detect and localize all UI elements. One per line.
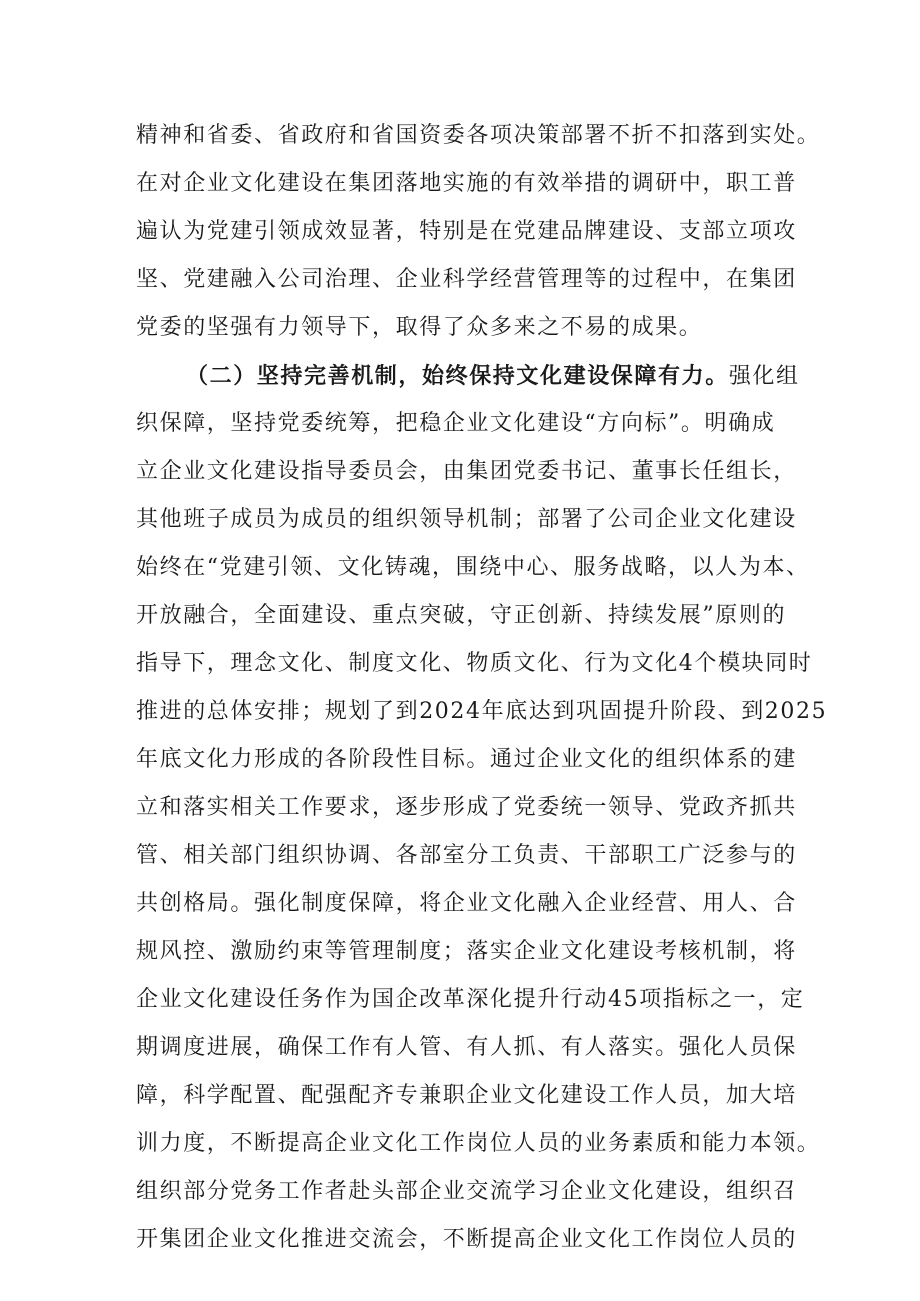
text-line: 开放融合，全面建设、重点突破，守正创新、持续发展”原则的 (136, 603, 787, 628)
text-line: 遍认为党建引领成效显著，特别是在党建品牌建设、支部立项攻 (136, 219, 797, 244)
text-line: 始终在“党建引领、文化铸魂，围绕中心、服务战略，以人为本、 (136, 555, 810, 580)
text-line: 织保障，坚持党委统筹，把稳企业文化建设“方向标”。明确成 (136, 411, 776, 436)
text-line: 训力度，不断提高企业文化工作岗位人员的业务素质和能力本领。 (136, 1131, 821, 1156)
text-line: 组织部分党务工作者赴头部企业交流学习企业文化建设，组织召 (136, 1179, 797, 1204)
section-heading: （二）坚持完善机制，始终保持文化建设保障有力。 (186, 363, 729, 389)
text-line: 立企业文化建设指导委员会，由集团党委书记、董事长任组长， (136, 459, 797, 484)
text-line: 在对企业文化建设在集团落地实施的有效举措的调研中，职工普 (136, 171, 797, 196)
section-heading-line (136, 352, 800, 400)
text-line: 指导下，理念文化、制度文化、物质文化、行为文化4个模块同时 (136, 651, 813, 676)
section-heading-tail: 强化组 (728, 364, 800, 389)
text-line: 期调度进展，确保工作有人管、有人抓、有人落实。强化人员保 (136, 1035, 797, 1060)
body-text (136, 112, 828, 1264)
text-line: 管、相关部门组织协调、各部室分工负责、干部职工广泛参与的 (136, 843, 797, 868)
text-line: 企业文化建设任务作为国企改革深化提升行动45项指标之一，定 (136, 987, 805, 1012)
text-line: 其他班子成员为成员的组织领导机制；部署了公司企业文化建设 (136, 507, 797, 532)
text-line: 年底文化力形成的各阶段性目标。通过企业文化的组织体系的建 (136, 747, 797, 772)
text-line: 立和落实相关工作要求，逐步形成了党委统一领导、党政齐抓共 (136, 795, 797, 820)
text-line: 推进的总体安排；规划了到2024年底达到巩固提升阶段、到2025 (136, 699, 828, 724)
text-line: 障，科学配置、配强配齐专兼职企业文化建设工作人员，加大培 (136, 1083, 797, 1108)
text-line: 规风控、激励约束等管理制度；落实企业文化建设考核机制，将 (136, 939, 797, 964)
text-line: 开集团企业文化推进交流会，不断提高企业文化工作岗位人员的 (136, 1227, 797, 1252)
text-line: 精神和省委、省政府和省国资委各项决策部署不折不扣落到实处。 (136, 123, 821, 148)
text-line: 党委的坚强有力领导下，取得了众多来之不易的成果。 (136, 315, 703, 340)
text-line: 共创格局。强化制度保障，将企业文化融入企业经营、用人、合 (136, 891, 797, 916)
text-line: 坚、党建融入公司治理、企业科学经营管理等的过程中，在集团 (136, 267, 797, 292)
